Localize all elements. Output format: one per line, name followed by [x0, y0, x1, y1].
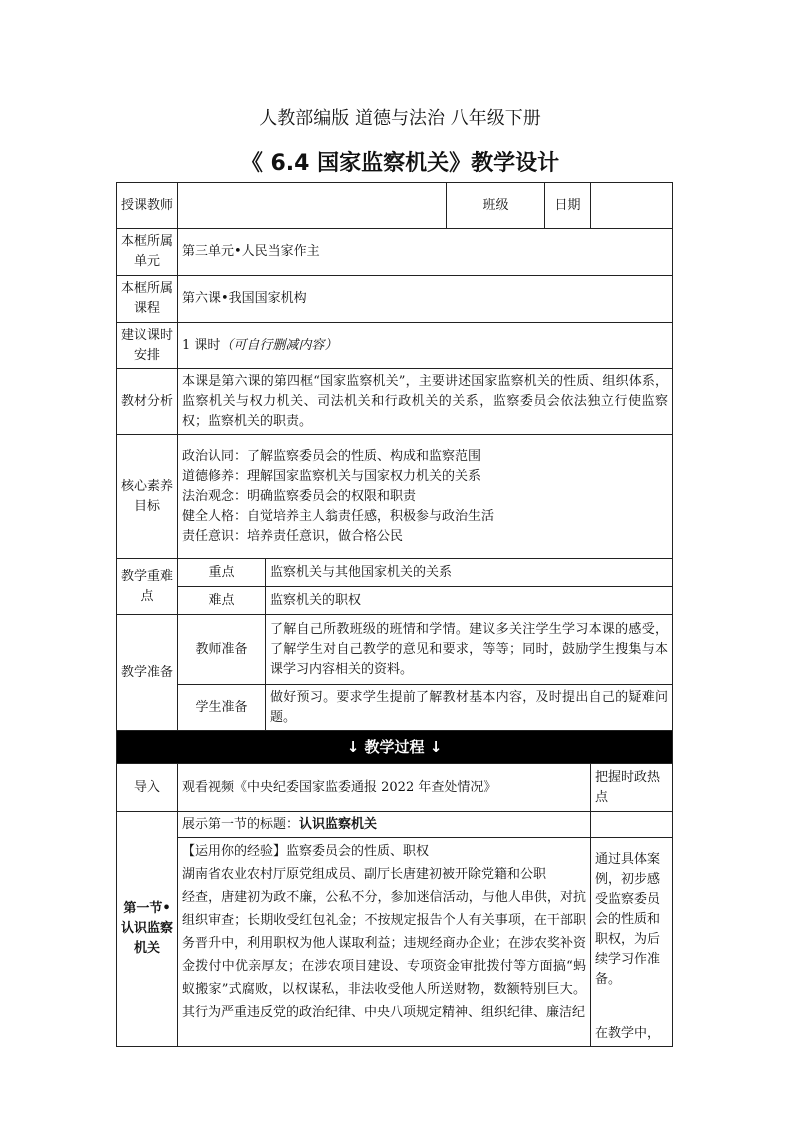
teacher-prep-value: 了解自己所教班级的班情和学情。建议多关注学生学习本课的感受，了解学生对自己教学的意见和要求，等等；同时，鼓励学生搜集与本课学习内容相关的资料。 [266, 615, 673, 685]
goals-label: 核心素养目标 [117, 435, 178, 559]
goal-item: 法治观念：明确监察委员会的权限和职责 [182, 488, 417, 504]
section1-line: 【运用你的经验】监察委员会的性质、职权 [182, 844, 430, 859]
document-title: 《 6.4 国家监察机关》教学设计 [240, 151, 560, 176]
analysis-label: 教材分析 [117, 369, 178, 435]
unit-value: 第三单元•人民当家作主 [178, 229, 673, 276]
goals-list [178, 435, 673, 559]
student-prep-value: 做好预习。要求学生提前了解教材基本内容，及时提出自己的疑难问题。 [266, 685, 673, 731]
section1-title-cell [178, 812, 591, 838]
difficult-point-value: 监察机关的职权 [266, 587, 673, 615]
goal-item: 健全人格：自觉培养主人翁责任感，积极参与政治生活 [182, 508, 495, 524]
lesson-plan-table [116, 182, 673, 1047]
key-point-value: 监察机关与其他国家机关的关系 [266, 559, 673, 587]
section1-title-prefix: 展示第一节的标题： [182, 816, 300, 832]
section1-label: 第一节•认识监察机关 [117, 812, 178, 1047]
lesson-value: 第六课•我国国家机构 [178, 276, 673, 323]
section1-note2: 在教学中， [595, 1026, 661, 1041]
hours-note: （可自行删减内容） [220, 337, 338, 353]
section1-line: 湖南省农业农村厅原党组成员、副厅长唐建初被开除党籍和公职 [182, 867, 547, 882]
difficult-point-label: 难点 [178, 587, 266, 615]
key-point-label: 重点 [178, 559, 266, 587]
document-subtitle: 人教部编版 道德与法治 八年级下册 [259, 108, 541, 129]
hours-cell [178, 323, 673, 369]
analysis-value: 本课是第六课的第四框“国家监察机关”，主要讲述国家监察机关的性质、组织体系，监察机关与权力机关、司法机关和行政机关的关系，监察委员会依法独立行使监察权；监察机关的职责。 [178, 369, 673, 435]
section1-title: 认识监察机关 [299, 816, 378, 832]
intro-content: 观看视频《中央纪委国家监委通报 2022 年查处情况》 [178, 764, 591, 812]
class-label: 班级 [447, 183, 545, 229]
intro-label: 导入 [117, 764, 178, 812]
goal-item: 责任意识：培养责任意识，做合格公民 [182, 528, 404, 544]
hours-label: 建议课时安排 [117, 323, 178, 369]
goal-item: 道德修养：理解国家监察机关与国家权力机关的关系 [182, 468, 482, 484]
focus-label: 教学重难点 [117, 559, 178, 615]
teacher-value [178, 183, 447, 229]
goal-item: 政治认同：了解监察委员会的性质、构成和监察范围 [182, 448, 482, 464]
section1-note: 通过具体案例，初步感受监察委员会的性质和职权，为后续学习作准备。 [595, 852, 661, 987]
teacher-prep-label: 教师准备 [178, 615, 266, 685]
prep-label: 教学准备 [117, 615, 178, 731]
date-value [591, 183, 673, 229]
section1-content [178, 838, 591, 1047]
process-bar: ↓ 教学过程 ↓ [117, 731, 673, 764]
section1-note-cell [591, 838, 673, 1047]
unit-label: 本框所属单元 [117, 229, 178, 276]
student-prep-label: 学生准备 [178, 685, 266, 731]
lesson-label: 本框所属课程 [117, 276, 178, 323]
teacher-label: 授课教师 [117, 183, 178, 229]
section1-title-note [591, 812, 673, 838]
section1-line: 经查，唐建初为政不廉，公私不分，参加迷信活动，与他人串供，对抗组织审查；长期收受红包礼金；不按规定报告个人有关事项，在干部职务晋升中，利用职权为他人谋取利益；违规经商办企业；在涉农奖补资金拨付中优亲厚友；在涉农项目建设、专项资金审批拨付等方面搞“蚂蚁搬家”式腐败，以权谋私，非法收受他人所送财物，数额特别巨大。其行为严重违反党的政治纪律、中央八项规定精神、组织纪律、廉洁纪 [182, 890, 586, 1020]
hours-value: 1 课时 [182, 337, 221, 353]
date-label: 日期 [545, 183, 591, 229]
intro-note: 把握时政热点 [591, 764, 673, 812]
